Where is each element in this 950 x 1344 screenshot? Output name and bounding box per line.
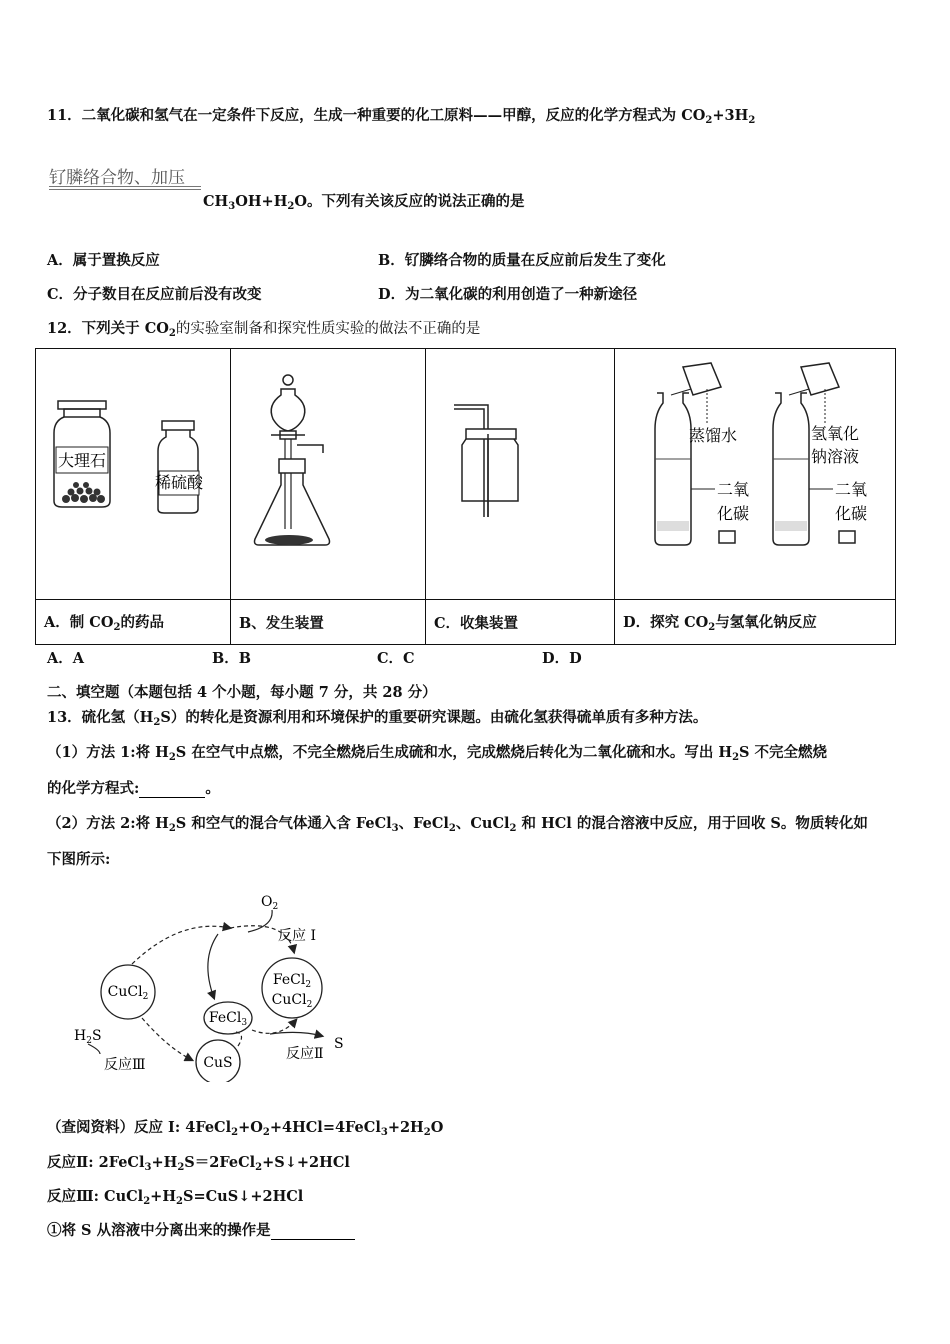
q12-stem: 12．下列关于 $CO_2$的实验室制备和探究性质实验的做法不正确的是 (47, 320, 481, 339)
caption-c: C．收集装置 (426, 600, 615, 645)
q13-part2-line1: （2）方法 2:将 $H_2S$ 和空气的混合气体通入含 FeCl$_3$、FeCl$_2$、CuCl$_2$ 和 HCl 的混合溶液中反应，用于回收 S。物质转化如 (47, 815, 868, 834)
reaction-arrow-line (49, 186, 201, 187)
transformation-diagram (60, 882, 360, 1082)
water-label: 蒸馏水 (689, 426, 738, 445)
collection-apparatus-figure (426, 349, 614, 595)
marble-chips (62, 482, 105, 503)
q13-part1-line1: （1）方法 1:将 $H_2S$ 在空气中点燃，不完全燃烧后生成硫和水，完成燃烧后转化为二氧化硫和水。写出 $H_2S$ 不完全燃烧 (47, 744, 828, 763)
co2-label-right-2: 化碳 (835, 504, 868, 523)
reaction-arrow-line-2 (49, 189, 201, 190)
separatory-funnel (271, 389, 305, 431)
naoh-label-1: 氢氧化 (811, 424, 860, 443)
flask-solid (265, 535, 313, 545)
q13-part2-line2: 下图所示: (47, 851, 111, 868)
co2-label-left-2: 化碳 (717, 504, 750, 523)
reaction-3-label: 反应Ⅲ (104, 1057, 146, 1073)
delivery-tube (297, 445, 323, 453)
caption-a: A．制 $CO_2$的药品 (36, 600, 231, 645)
q12-answer-b: B．B (212, 650, 252, 667)
gas-inlet-tube (454, 405, 488, 517)
q13-sub-question-1: ①将 S 从溶液中分离出来的操作是 (47, 1219, 355, 1240)
reagent-bottles-figure (36, 349, 230, 595)
q11-stem-line2: $CH_3OH+H_2O$。下列有关该反应的说法正确的是 (203, 193, 525, 212)
conical-flask (255, 473, 330, 545)
q13-part1-line2: 的化学方程式: 。 (47, 780, 220, 797)
naoh-label-2: 钠溶液 (811, 447, 860, 466)
arrow-to-fecl3 (208, 934, 218, 998)
q12-table (35, 348, 896, 645)
node-cucl2b-label: CuCl$_2$ (271, 992, 313, 1010)
o2-label: $O_2$ (261, 894, 279, 912)
funnel-stopper (283, 375, 293, 385)
q11-option-d: D．为二氧化碳的利用创造了一种新途径 (378, 286, 638, 303)
reaction-condition: 钌膦络合物、加压 (49, 168, 185, 188)
co2-label-right-1: 二氧 (835, 480, 868, 499)
marble-label: 大理石 (57, 451, 107, 470)
section-2-heading: 二、填空题（本题包括 4 个小题，每小题 7 分，共 28 分） (47, 684, 437, 701)
co2-naoh-experiment-figure (615, 349, 895, 595)
s-product-label: S (334, 1036, 344, 1052)
cell-image-b (231, 349, 426, 600)
rubber-stopper (279, 459, 305, 473)
generator-apparatus-figure (231, 349, 425, 595)
co2-label-left-1: 二氧 (717, 480, 750, 499)
h2s-label: $H_2S$ (74, 1028, 102, 1046)
o2-arrow (248, 910, 272, 932)
marble-bottle-cap (58, 401, 106, 409)
q12-answer-d: D．D (542, 650, 582, 667)
q12-answer-c: C．C (377, 650, 415, 667)
q13-stem: 13．硫化氢$(H_2S)$的转化是资源利用和环境保护的重要研究课题。由硫化氢获得硫单质有多种方法。 (47, 709, 708, 728)
node-fecl3-label: FeCl$_3$ (208, 1010, 248, 1028)
acid-label: 稀硫酸 (154, 473, 204, 492)
cap-right (839, 531, 855, 543)
reaction-2-label: 反应Ⅱ (286, 1046, 324, 1062)
arrow-cucl2-to-cus (142, 1018, 192, 1060)
reference-reaction-2: 反应Ⅱ: $2FeCl_3+H_2S=2FeCl_2+S↓+2HCl$ (47, 1154, 350, 1173)
cell-image-c (426, 349, 615, 600)
q11-stem-line1: 11．二氧化碳和氢气在一定条件下反应，生成一种重要的化工原料——甲醇，反应的化学方程式为 $CO_2+3H_2$ (47, 107, 756, 126)
answer-blank-2[interactable] (271, 1222, 355, 1240)
cap-left (719, 531, 735, 543)
q11-option-b: B．钌膦络合物的质量在反应前后发生了变化 (378, 252, 666, 269)
q11-option-a: A．属于置换反应 (47, 252, 160, 269)
acid-bottle-cap (162, 421, 194, 430)
gas-collection-bottle (462, 439, 518, 501)
arrow-cucl2-top (132, 926, 230, 964)
bottle-mouth (466, 429, 516, 439)
node-cucl2-label: CuCl$_2$ (107, 984, 149, 1002)
reference-reaction-3: 反应Ⅲ: $CuCl_2+H_2S=CuS↓+2HCl$ (47, 1188, 304, 1207)
cell-image-a (36, 349, 231, 600)
arrow-cus-fecl3 (236, 1032, 242, 1046)
arrow-to-s (270, 1032, 322, 1036)
caption-b: B、发生装置 (231, 600, 426, 645)
q11-option-c: C．分子数目在反应前后没有改变 (47, 286, 262, 303)
arrow-fecl3-to-fecl2 (252, 1020, 296, 1033)
answer-blank-1[interactable] (139, 780, 205, 798)
reference-reaction-1: （查阅资料）反应 I: $4FeCl_2+O_2+4HCl=4FeCl_3+2H_2O$ (47, 1119, 444, 1138)
node-cus-label: CuS (203, 1055, 233, 1071)
q12-answer-a: A．A (47, 650, 85, 667)
reaction-1-label: 反应 I (278, 928, 316, 944)
node-fecl2-label: FeCl$_2$ (272, 972, 312, 990)
cell-image-d (615, 349, 896, 600)
node-fecl2-cucl2 (262, 958, 322, 1018)
caption-d: D．探究 $CO_2$与氢氧化钠反应 (615, 600, 896, 645)
